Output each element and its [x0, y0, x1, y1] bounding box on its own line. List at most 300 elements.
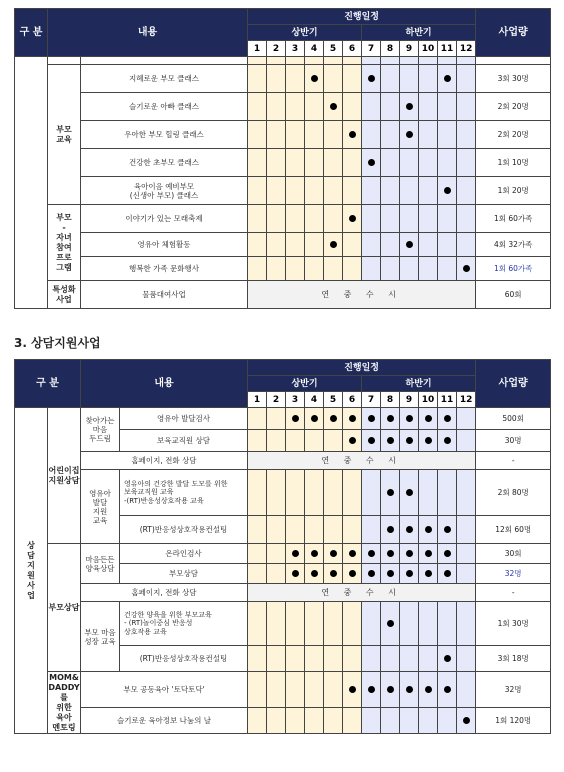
- month-cell: [343, 430, 362, 452]
- month-cell: [267, 65, 286, 93]
- sub-visiting-counseling: 찾아가는 마음 두드림: [81, 408, 120, 452]
- month-cell: [381, 57, 400, 65]
- month-cell: [457, 93, 476, 121]
- counseling-volume: 1회 120명: [476, 708, 551, 734]
- month-cell: [381, 93, 400, 121]
- month-cell: [305, 57, 324, 65]
- schedule-dot: [387, 526, 394, 533]
- category-header-2: 구 분: [15, 360, 81, 408]
- schedule-dot: [330, 415, 337, 422]
- month-cell: [438, 149, 457, 177]
- section-title: 3. 상담지원사업: [14, 336, 101, 350]
- month-cell: [400, 93, 419, 121]
- counseling-label: 홈페이지, 전화 상담: [81, 584, 248, 602]
- month-cell: [381, 257, 400, 281]
- category-header: 구 분: [15, 9, 48, 57]
- month-cell: [248, 672, 267, 708]
- month-cell: [324, 544, 343, 564]
- month-cell: [286, 430, 305, 452]
- month-cell: [457, 708, 476, 734]
- month-cell: [267, 708, 286, 734]
- month-cell: [343, 408, 362, 430]
- year-round-label: 연 중 수 시: [248, 281, 476, 309]
- counseling-schedule-table: [14, 359, 551, 734]
- month-cell: [381, 646, 400, 672]
- month-cell: [324, 149, 343, 177]
- month-cell: [438, 708, 457, 734]
- month-cell: [381, 205, 400, 233]
- schedule-dot: [292, 550, 299, 557]
- second-half-header: 하반기: [362, 25, 476, 41]
- month-cell: [286, 205, 305, 233]
- month-header-8: 8: [381, 392, 400, 408]
- schedule-dot: [368, 550, 375, 557]
- month-cell: [286, 708, 305, 734]
- month-cell: [400, 149, 419, 177]
- month-cell: [438, 57, 457, 65]
- month-header-4: 4: [305, 41, 324, 57]
- month-cell: [343, 121, 362, 149]
- month-cell: [400, 121, 419, 149]
- month-cell: [343, 516, 362, 544]
- month-header-5: 5: [324, 392, 343, 408]
- month-cell: [305, 233, 324, 257]
- schedule-dot: [406, 526, 413, 533]
- month-header-9: 9: [400, 392, 419, 408]
- month-cell: [305, 430, 324, 452]
- counseling-label: 슬기로운 육아정보 나눔의 날: [81, 708, 248, 734]
- schedule-dot: [368, 159, 375, 166]
- schedule-dot: [368, 570, 375, 577]
- month-cell: [248, 205, 267, 233]
- category-blank: [15, 57, 48, 309]
- month-cell: [286, 149, 305, 177]
- month-cell: [381, 149, 400, 177]
- month-cell: [343, 257, 362, 281]
- month-cell: [457, 57, 476, 65]
- counseling-volume: 30명: [476, 430, 551, 452]
- month-cell: [324, 205, 343, 233]
- schedule-dot: [406, 103, 413, 110]
- month-cell: [343, 205, 362, 233]
- month-cell: [267, 564, 286, 584]
- month-cell: [362, 257, 381, 281]
- month-cell: [286, 65, 305, 93]
- month-cell: [248, 430, 267, 452]
- schedule-dot: [425, 437, 432, 444]
- schedule-dot: [368, 75, 375, 82]
- month-cell: [438, 672, 457, 708]
- first-half-header: 상반기: [248, 25, 362, 41]
- month-cell: [324, 408, 343, 430]
- program-label: 슬기로운 아빠 클래스: [81, 93, 248, 121]
- schedule-dot: [406, 241, 413, 248]
- month-cell: [419, 205, 438, 233]
- month-cell: [324, 470, 343, 516]
- month-cell: [305, 149, 324, 177]
- schedule-dot: [349, 550, 356, 557]
- month-cell: [286, 672, 305, 708]
- program-label: 육아이음 예비부모 (신생아 부모) 클래스: [81, 177, 248, 205]
- month-cell: [419, 602, 438, 646]
- group-parent-education: 부모 교육: [48, 65, 81, 205]
- month-cell: [248, 257, 267, 281]
- month-cell: [381, 708, 400, 734]
- month-header-12: 12: [457, 41, 476, 57]
- month-cell: [419, 65, 438, 93]
- month-header-2: 2: [267, 41, 286, 57]
- month-cell: [305, 602, 324, 646]
- schedule-dot: [330, 103, 337, 110]
- program-label: 건강한 초부모 클래스: [81, 149, 248, 177]
- month-cell: [438, 205, 457, 233]
- month-cell: [438, 470, 457, 516]
- month-cell: [267, 408, 286, 430]
- month-cell: [305, 470, 324, 516]
- month-header-7: 7: [362, 392, 381, 408]
- month-cell: [381, 121, 400, 149]
- month-header-5: 5: [324, 41, 343, 57]
- month-cell: [438, 602, 457, 646]
- schedule-dot: [387, 550, 394, 557]
- program-label: 우아한 부모 힐링 클래스: [81, 121, 248, 149]
- schedule-dot: [387, 489, 394, 496]
- month-cell: [381, 65, 400, 93]
- month-cell: [438, 516, 457, 544]
- counseling-volume: 12회 60명: [476, 516, 551, 544]
- month-cell: [267, 257, 286, 281]
- month-cell: [362, 470, 381, 516]
- content-header: 내용: [48, 9, 248, 57]
- month-cell: [400, 602, 419, 646]
- month-cell: [362, 544, 381, 564]
- schedule-dot: [387, 686, 394, 693]
- counseling-volume: 3회 18명: [476, 646, 551, 672]
- month-cell: [286, 257, 305, 281]
- schedule-dot: [349, 570, 356, 577]
- schedule-header-2: 진행일정: [248, 360, 476, 376]
- month-cell: [419, 233, 438, 257]
- month-header-6: 6: [343, 41, 362, 57]
- schedule-dot: [406, 437, 413, 444]
- month-cell: [286, 470, 305, 516]
- counseling-label: 영유아의 건강한 발달 도모를 위한 보육교직원 교육 -(RT)반응성상호작용 교육: [120, 470, 248, 516]
- month-header-10: 10: [419, 392, 438, 408]
- counseling-volume: 500회: [476, 408, 551, 430]
- month-cell: [267, 470, 286, 516]
- month-cell: [400, 430, 419, 452]
- schedule-dot: [425, 686, 432, 693]
- month-header-11: 11: [438, 41, 457, 57]
- month-cell: [362, 708, 381, 734]
- month-header-2: 2: [267, 392, 286, 408]
- program-label: 행복한 가족 문화행사: [81, 257, 248, 281]
- schedule-dot: [444, 655, 451, 662]
- month-cell: [248, 408, 267, 430]
- month-cell: [248, 470, 267, 516]
- volume-header-2: 사업량: [476, 360, 551, 408]
- counseling-volume: -: [476, 584, 551, 602]
- month-cell: [381, 672, 400, 708]
- schedule-dot: [368, 415, 375, 422]
- month-cell: [267, 93, 286, 121]
- month-cell: [438, 544, 457, 564]
- month-cell: [457, 672, 476, 708]
- month-cell: [305, 708, 324, 734]
- group-parent-counseling: 부모상담: [48, 544, 81, 672]
- month-cell: [324, 57, 343, 65]
- schedule-dot: [330, 241, 337, 248]
- schedule-dot: [368, 437, 375, 444]
- schedule-dot: [425, 570, 432, 577]
- month-header-8: 8: [381, 41, 400, 57]
- month-cell: [286, 93, 305, 121]
- month-cell: [457, 544, 476, 564]
- month-cell: [419, 408, 438, 430]
- month-cell: [305, 672, 324, 708]
- month-cell: [286, 544, 305, 564]
- schedule-dot: [444, 550, 451, 557]
- month-cell: [362, 430, 381, 452]
- month-cell: [305, 65, 324, 93]
- schedule-dot: [387, 620, 394, 627]
- month-cell: [343, 602, 362, 646]
- month-header-4: 4: [305, 392, 324, 408]
- month-cell: [457, 233, 476, 257]
- month-cell: [286, 408, 305, 430]
- month-cell: [324, 516, 343, 544]
- month-cell: [362, 121, 381, 149]
- schedule-dot: [368, 686, 375, 693]
- month-cell: [248, 602, 267, 646]
- month-cell: [438, 257, 457, 281]
- month-cell: [324, 672, 343, 708]
- schedule-dot: [444, 570, 451, 577]
- month-cell: [381, 602, 400, 646]
- month-cell: [267, 177, 286, 205]
- month-cell: [248, 121, 267, 149]
- counseling-label: 건강한 양육을 위한 부모교육 - (RT)놀이중심 반응성 상호작용 교육: [120, 602, 248, 646]
- month-cell: [419, 470, 438, 516]
- schedule-dot: [330, 550, 337, 557]
- month-cell: [305, 177, 324, 205]
- counseling-label: 보육교직원 상담: [120, 430, 248, 452]
- month-cell: [267, 205, 286, 233]
- month-cell: [267, 57, 286, 65]
- month-cell: [400, 470, 419, 516]
- month-cell: [381, 564, 400, 584]
- month-cell: [419, 708, 438, 734]
- rental-program-label: 물품대여사업: [81, 281, 248, 309]
- month-cell: [343, 672, 362, 708]
- month-cell: [457, 205, 476, 233]
- counseling-label: 홈페이지, 전화 상담: [81, 452, 248, 470]
- month-cell: [324, 708, 343, 734]
- schedule-dot: [311, 75, 318, 82]
- month-cell: [400, 65, 419, 93]
- sub-parenting-counseling: 마음든든 양육상담: [81, 544, 120, 584]
- month-cell: [457, 516, 476, 544]
- schedule-dot: [406, 415, 413, 422]
- month-cell: [343, 470, 362, 516]
- counseling-volume: 30회: [476, 544, 551, 564]
- month-cell: [457, 149, 476, 177]
- month-header-10: 10: [419, 41, 438, 57]
- month-cell: [267, 646, 286, 672]
- month-header-3: 3: [286, 41, 305, 57]
- month-cell: [324, 564, 343, 584]
- month-cell: [267, 672, 286, 708]
- month-cell: [305, 121, 324, 149]
- program-schedule-table: [14, 8, 551, 309]
- month-cell: [286, 564, 305, 584]
- program-volume: 1회 20명: [476, 177, 551, 205]
- month-cell: [438, 233, 457, 257]
- month-cell: [305, 205, 324, 233]
- schedule-dot: [330, 570, 337, 577]
- month-cell: [324, 93, 343, 121]
- schedule-dot: [425, 415, 432, 422]
- schedule-dot: [444, 75, 451, 82]
- month-cell: [267, 430, 286, 452]
- month-cell: [343, 57, 362, 65]
- schedule-dot: [349, 686, 356, 693]
- month-cell: [400, 205, 419, 233]
- month-header-1: 1: [248, 41, 267, 57]
- schedule-dot: [349, 437, 356, 444]
- schedule-dot: [406, 550, 413, 557]
- month-cell: [248, 233, 267, 257]
- month-cell: [362, 149, 381, 177]
- month-header-12: 12: [457, 392, 476, 408]
- month-cell: [324, 257, 343, 281]
- month-cell: [286, 602, 305, 646]
- program-volume: 4회 32가족: [476, 233, 551, 257]
- month-cell: [286, 177, 305, 205]
- month-cell: [362, 602, 381, 646]
- sub-parent-growth-education: 부모 마음 성장 교육: [81, 602, 120, 672]
- month-cell: [381, 430, 400, 452]
- month-cell: [400, 544, 419, 564]
- month-cell: [343, 65, 362, 93]
- month-cell: [362, 177, 381, 205]
- month-cell: [343, 233, 362, 257]
- month-cell: [419, 177, 438, 205]
- month-cell: [286, 57, 305, 65]
- month-cell: [286, 516, 305, 544]
- schedule-dot: [425, 526, 432, 533]
- month-cell: [343, 177, 362, 205]
- month-header-9: 9: [400, 41, 419, 57]
- sub-development-education: 영유아 발달 지원 교육: [81, 470, 120, 544]
- month-cell: [419, 516, 438, 544]
- month-cell: [457, 646, 476, 672]
- month-cell: [457, 257, 476, 281]
- month-cell: [400, 646, 419, 672]
- month-cell: [324, 65, 343, 93]
- program-label: 지혜로운 부모 클래스: [81, 65, 248, 93]
- month-cell: [457, 470, 476, 516]
- month-cell: [400, 257, 419, 281]
- month-cell: [248, 65, 267, 93]
- month-cell: [267, 121, 286, 149]
- month-cell: [343, 646, 362, 672]
- first-half-header-2: 상반기: [248, 376, 362, 392]
- month-cell: [419, 121, 438, 149]
- month-cell: [343, 564, 362, 584]
- month-cell: [419, 430, 438, 452]
- month-cell: [457, 564, 476, 584]
- month-cell: [248, 149, 267, 177]
- month-cell: [362, 564, 381, 584]
- counseling-volume: 1회 30명: [476, 602, 551, 646]
- counseling-volume: 32명: [476, 564, 551, 584]
- month-cell: [438, 408, 457, 430]
- month-cell: [305, 646, 324, 672]
- volume-header: 사업량: [476, 9, 551, 57]
- month-cell: [400, 57, 419, 65]
- month-cell: [457, 121, 476, 149]
- month-cell: [305, 93, 324, 121]
- schedule-dot: [311, 550, 318, 557]
- schedule-dot: [349, 131, 356, 138]
- month-cell: [343, 544, 362, 564]
- month-cell: [381, 544, 400, 564]
- schedule-dot: [463, 265, 470, 272]
- schedule-dot: [349, 215, 356, 222]
- month-cell: [362, 672, 381, 708]
- month-cell: [400, 564, 419, 584]
- counseling-volume: -: [476, 452, 551, 470]
- counseling-volume: 2회 80명: [476, 470, 551, 516]
- schedule-dot: [406, 131, 413, 138]
- month-cell: [400, 233, 419, 257]
- month-cell: [248, 544, 267, 564]
- month-cell: [305, 257, 324, 281]
- month-cell: [457, 602, 476, 646]
- program-volume: 1회 60가족: [476, 257, 551, 281]
- month-cell: [324, 602, 343, 646]
- month-cell: [438, 177, 457, 205]
- group-parent-child-program: 부모 - 자녀 참여 프로 그램: [48, 205, 81, 281]
- schedule-dot: [444, 415, 451, 422]
- month-cell: [419, 149, 438, 177]
- month-cell: [286, 233, 305, 257]
- month-cell: [381, 408, 400, 430]
- schedule-dot: [311, 570, 318, 577]
- month-cell: [286, 121, 305, 149]
- year-round-label: 연 중 수 시: [248, 452, 476, 470]
- group-counseling-support: 상 담 지 원 사 업: [15, 408, 48, 734]
- month-cell: [248, 646, 267, 672]
- month-cell: [362, 57, 381, 65]
- schedule-header: 진행일정: [248, 9, 476, 25]
- month-cell: [438, 65, 457, 93]
- month-cell: [362, 93, 381, 121]
- month-cell: [438, 646, 457, 672]
- second-half-header-2: 하반기: [362, 376, 476, 392]
- month-cell: [381, 233, 400, 257]
- month-cell: [305, 544, 324, 564]
- month-header-1: 1: [248, 392, 267, 408]
- schedule-dot: [406, 489, 413, 496]
- month-cell: [305, 408, 324, 430]
- program-volume: 2회 20명: [476, 93, 551, 121]
- month-cell: [419, 646, 438, 672]
- month-cell: [362, 516, 381, 544]
- month-cell: [324, 646, 343, 672]
- schedule-dot: [349, 415, 356, 422]
